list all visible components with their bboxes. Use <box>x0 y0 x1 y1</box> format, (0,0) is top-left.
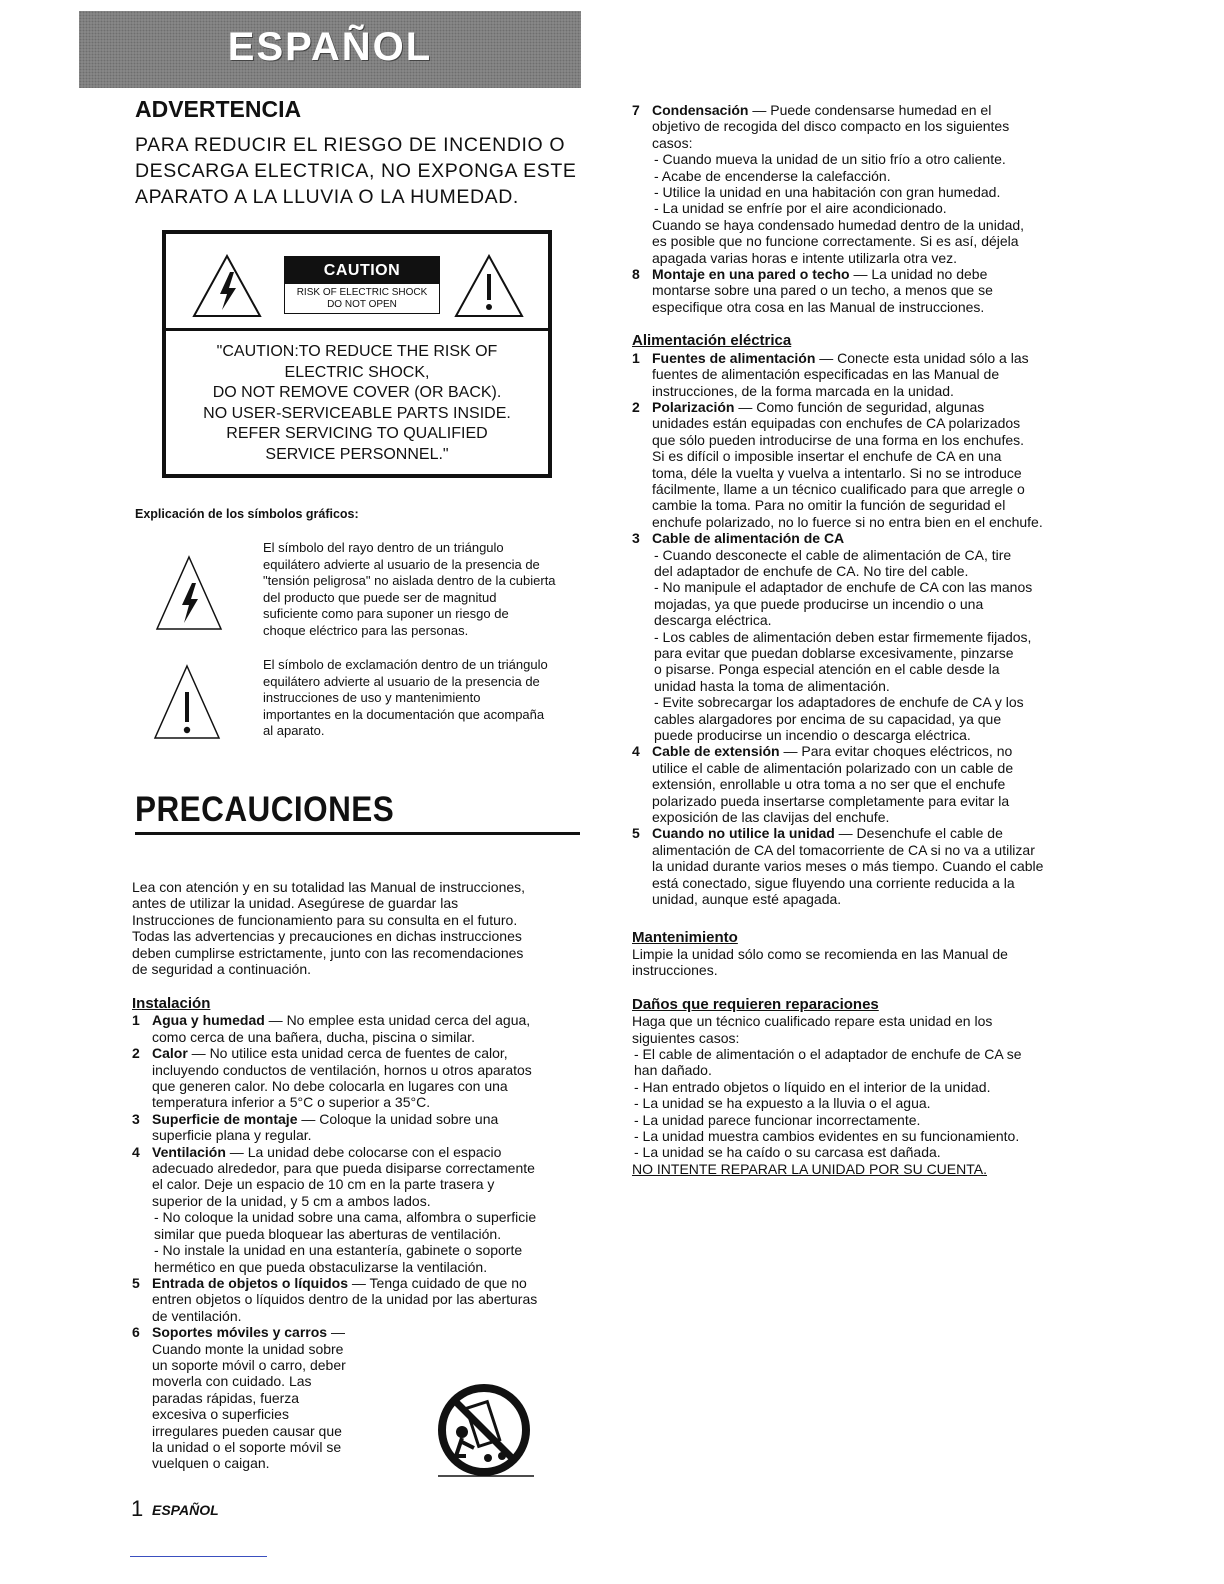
text-line: Instrucciones de funcionamiento para su consulta en el futuro. <box>132 911 518 928</box>
text-line: instrucciones. <box>632 962 718 979</box>
text-line: alimentación de CA del tomacorriente de CA si no va a utilizar <box>652 841 1035 858</box>
text-line: temperatura inferior a 5°C o superior a 35°C. <box>152 1094 431 1111</box>
text-line: — Para evitar choques eléctricos, no <box>779 743 1013 760</box>
text-line: al aparato. <box>263 723 325 739</box>
sub-line: descarga eléctrica. <box>654 612 772 629</box>
alimentacion-heading: Alimentación eléctrica <box>632 332 792 350</box>
lightning-explanation <box>263 540 580 640</box>
text-line: extensión, enrollable u otra toma a no ser que el enchufe <box>652 776 1006 793</box>
text-line: del producto que puede ser de magnitud <box>263 589 497 605</box>
caution-quote <box>166 342 548 466</box>
text-line: choque eléctrico para las personas. <box>263 622 469 638</box>
text-line: incluyendo conductos de ventilación, hornos u otros aparatos <box>152 1061 532 1078</box>
text-line: es posible que no funcione correctamente. Si es así, déjela <box>652 233 1019 250</box>
item-number: 1 <box>632 349 640 366</box>
item-title: Condensación <box>652 102 749 118</box>
advertencia-title: ADVERTENCIA <box>135 96 302 122</box>
text-line: apagada varias horas e intente utilizarla otra vez. <box>652 249 958 266</box>
item-title: Ventilación <box>152 1143 226 1160</box>
quote-line: REFER SERVICING TO QUALIFIED <box>226 425 488 443</box>
sub-line: - La unidad se ha caído o su carcasa est dañada. <box>634 1144 941 1161</box>
item-number: 3 <box>132 1110 140 1127</box>
warning-statement <box>135 132 590 210</box>
item-title: Superficie de montaje <box>152 1110 298 1127</box>
text-line: montarse sobre una pared o un techo, a menos que se <box>652 282 993 299</box>
exclamation-triangle-icon <box>153 664 221 740</box>
text-line: moverla con cuidado. Las <box>152 1373 312 1390</box>
list-item <box>132 1275 579 1324</box>
text-line: — Desenchufe el cable de <box>834 825 1003 842</box>
item-title: Calor <box>152 1045 188 1062</box>
sub-line: - Cuando desconecte el cable de alimentación de CA, tire <box>654 546 1012 563</box>
item-number: 4 <box>632 743 640 760</box>
list-item <box>132 1111 579 1144</box>
caution-label-panel <box>162 230 552 478</box>
footer-language: ESPAÑOL <box>152 1502 219 1518</box>
quote-line: SERVICE PERSONNEL." <box>265 445 449 463</box>
text-line: deben cumplirse estrictamente, junto con las recomendaciones <box>132 944 524 961</box>
right-column <box>632 102 1077 1177</box>
sub-line: - La unidad muestra cambios evidentes en su funcionamiento. <box>634 1127 1020 1144</box>
sub-line: - Cuando mueva la unidad de un sitio frío a otro caliente. <box>654 151 1006 168</box>
page-number: 1 <box>131 1496 144 1521</box>
item-title: Fuentes de alimentación <box>652 349 816 366</box>
item-number: 4 <box>132 1143 140 1160</box>
item-number: 2 <box>632 398 640 415</box>
quote-line: ELECTRIC SHOCK, <box>284 363 430 381</box>
sub-line: - Evite sobrecargar los adaptadores de enchufe de CA y los <box>654 694 1024 711</box>
text-line: antes de utilizar la unidad. Asegúrese de guardar las <box>132 895 459 912</box>
text-line: unidades están equipadas con enchufes de CA polarizados <box>652 415 1021 432</box>
list-item <box>632 743 1077 825</box>
lightning-triangle-icon <box>192 254 262 318</box>
text-line: entren objetos o líquidos dentro de la unidad por las aberturas <box>152 1291 538 1308</box>
sub-line: cables alargadores por encima de su capacidad, ya que <box>654 710 1002 727</box>
text-line: Si es difícil o imposible insertar el enchufe de CA en una <box>652 448 1002 465</box>
text-line: de ventilación. <box>152 1307 242 1324</box>
list-item <box>632 399 1077 530</box>
text-line: — Tenga cuidado de que no <box>348 1274 527 1291</box>
item-number: 7 <box>632 102 640 118</box>
text-line: que generen calor. No debe colocarla en lugares con una <box>152 1078 508 1095</box>
sub-line: para evitar que puedan doblarse excesivamente, pinzarse <box>654 645 1014 661</box>
sub-line: han dañado. <box>634 1062 712 1079</box>
item-number: 8 <box>632 266 640 283</box>
text-line: Lea con atención y en su totalidad las Manual de instrucciones, <box>132 879 526 895</box>
sub-line: - El cable de alimentación o el adaptador de enchufe de CA se <box>634 1045 1022 1062</box>
quote-line: DO NOT REMOVE COVER (OR BACK). <box>212 384 502 402</box>
text-line: vuelquen o caigan. <box>152 1455 270 1472</box>
text-line: equilátero advierte al usuario de la presencia de <box>263 673 540 689</box>
title-rule <box>135 832 580 835</box>
text-line: de seguridad a continuación. <box>132 961 312 978</box>
list-item <box>632 266 1077 315</box>
warning-line: DESCARGA ELECTRICA, NO EXPONGA ESTE <box>135 160 577 182</box>
text-line: la unidad o el soporte móvil se <box>152 1438 342 1455</box>
text-line: — Como función de seguridad, algunas <box>734 398 985 415</box>
text-line: objetivo de recogida del disco compacto en los siguientes <box>652 118 1010 135</box>
item-number: 3 <box>632 530 640 547</box>
sub-line: unidad hasta la toma de alimentación. <box>654 677 890 694</box>
text-line: enchufe polarizado, no lo fuerce si no entra bien en el enchufe. <box>652 513 1043 530</box>
text-line: — Coloque la unidad sobre una <box>297 1110 499 1127</box>
text-line: casos: <box>652 134 693 151</box>
quote-line: "CAUTION:TO REDUCE THE RISK OF <box>216 343 498 360</box>
text-line: fuentes de alimentación especificadas en las Manual de <box>652 366 1000 383</box>
warning-line: PARA REDUCIR EL RIESGO DE INCENDIO O <box>135 134 566 156</box>
text-line: — La unidad debe colocarse con el espacio <box>225 1143 502 1160</box>
sub-line: del adaptador de enchufe de CA. No tire del cable. <box>654 562 969 579</box>
text-line: fácilmente, llame a un técnico cualificado para que arregle o <box>652 480 1025 497</box>
sub-line: - No instale la unidad en una estantería, gabinete o soporte <box>154 1242 523 1259</box>
text-line: — <box>327 1324 345 1341</box>
text-line: toma, déle la vuelta y vuelva a intentarlo. Si no se introduce <box>652 464 1022 481</box>
symbols-heading: Explicación de los símbolos gráficos: <box>135 507 359 521</box>
text-line: — La unidad no debe <box>849 266 988 283</box>
sub-line: - Los cables de alimentación deben estar firmemente fijados, <box>654 628 1032 645</box>
caution-divider <box>166 328 548 331</box>
sub-line: similar que pueda bloquear las aberturas de ventilación. <box>154 1225 502 1242</box>
text-line: suficiente como para suponer un riesgo de <box>263 606 509 622</box>
item-number: 6 <box>132 1324 140 1341</box>
exclamation-explanation <box>263 657 580 740</box>
text-line: superficie plana y regular. <box>152 1127 312 1144</box>
item-title: Soportes móviles y carros <box>152 1324 328 1341</box>
sub-line: - No coloque la unidad sobre una cama, alfombra o superficie <box>154 1209 537 1226</box>
text-line: equilátero advierte al usuario de la presencia de <box>263 556 540 572</box>
do-not-open-text: DO NOT OPEN <box>327 299 397 310</box>
sub-line: - La unidad se ha expuesto a la lluvia o el agua. <box>634 1095 931 1112</box>
caution-tag-box <box>284 256 440 314</box>
text-line: Haga que un técnico cualificado repare esta unidad en los <box>632 1013 993 1030</box>
text-line: la unidad durante varios meses o más tiempo. Cuando el cable <box>652 858 1044 875</box>
item-number: 5 <box>632 825 640 842</box>
text-line: como cerca de una bañera, ducha, piscina o similar. <box>152 1028 475 1045</box>
text-line: especifique otra cosa en las Manual de instrucciones. <box>652 298 985 315</box>
list-item <box>132 1012 579 1045</box>
mantenimiento-heading: Mantenimiento <box>632 928 738 946</box>
text-line: el calor. Deje un espacio de 10 cm en la parte trasera y <box>152 1176 495 1193</box>
sub-line: - Utilice la unidad en una habitación con gran humedad. <box>654 184 1001 201</box>
text-line: excesiva o superficies <box>152 1406 289 1423</box>
text-line: cambie la toma. Para no omitir la función de seguridad el <box>652 497 1006 514</box>
item-title: Montaje en una pared o techo <box>652 266 850 283</box>
danos-heading: Daños que requieren reparaciones <box>632 995 879 1013</box>
list-item <box>132 1045 579 1111</box>
banner-title: ESPAÑOL <box>227 25 433 69</box>
text-line: El símbolo de exclamación dentro de un triángulo <box>263 657 548 672</box>
item-number: 5 <box>132 1274 140 1291</box>
item-title: Entrada de objetos o líquidos <box>152 1274 349 1291</box>
text-line: adecuado alrededor, para que pueda disiparse correctamente <box>152 1160 535 1177</box>
item-title: Polarización <box>652 398 735 415</box>
precauciones-title: PRECAUCIONES <box>135 790 395 829</box>
sub-line: - No manipule el adaptador de enchufe de CA con las manos <box>654 579 1033 596</box>
text-line: utilice el cable de alimentación polarizado con un cable de <box>652 759 1014 776</box>
text-line: paradas rápidas, fuerza <box>152 1389 300 1406</box>
item-title: Cable de extensión <box>652 743 780 760</box>
text-line: unidad, aunque esté apagada. <box>652 891 842 908</box>
text-line: exposición de las clavijas del enchufe. <box>652 809 890 826</box>
sub-line: hermético en que pueda obstaculizarse la ventilación. <box>154 1258 488 1275</box>
text-line: instrucciones, de la forma marcada en la unidad. <box>652 382 954 399</box>
item-title: Cable de alimentación de CA <box>652 530 845 547</box>
text-line: Cuando monte la unidad sobre <box>152 1340 344 1357</box>
text-line: está conectado, sigue fluyendo una corriente reducida a la <box>652 874 1015 891</box>
text-line: — Puede condensarse humedad en el <box>748 102 992 118</box>
item-number: 1 <box>132 1012 140 1029</box>
warning-line: APARATO A LA LLUVIA O LA HUMEDAD. <box>135 186 519 208</box>
text-line: importantes en la documentación que acompaña <box>263 706 545 722</box>
text-line: un soporte móvil o carro, deber <box>152 1356 346 1373</box>
text-line: instrucciones de uso y mantenimiento <box>263 690 481 706</box>
sub-line: - Han entrado objetos o líquido en el interior de la unidad. <box>634 1078 991 1095</box>
list-item <box>632 825 1077 907</box>
sub-line: - La unidad se enfríe por el aire acondicionado. <box>654 200 947 217</box>
quote-line: NO USER-SERVICEABLE PARTS INSIDE. <box>203 404 511 422</box>
item-title: Agua y humedad <box>152 1012 265 1029</box>
final-warning: NO INTENTE REPARAR LA UNIDAD POR SU CUENTA. <box>632 1160 987 1177</box>
instalacion-heading: Instalación <box>132 995 211 1012</box>
text-line: superior de la unidad, y 5 cm a ambos lados. <box>152 1192 431 1209</box>
list-item <box>132 1144 579 1275</box>
text-line: El símbolo del rayo dentro de un triángulo <box>263 540 504 555</box>
list-item <box>132 1324 382 1472</box>
sub-line: - Acabe de encenderse la calefacción. <box>654 167 891 184</box>
text-line: — No emplee esta unidad cerca del agua, <box>264 1012 531 1029</box>
text-line: Cuando se haya condensado humedad dentro de la unidad, <box>652 216 1025 233</box>
text-line: polarizado pueda insertarse completamente para evitar la <box>652 792 1010 809</box>
list-item <box>632 102 1077 266</box>
risk-text: RISK OF ELECTRIC SHOCK <box>296 287 428 298</box>
item-title: Cuando no utilice la unidad <box>652 825 835 842</box>
caution-tag: CAUTION <box>285 257 439 284</box>
text-line: "tensión peligrosa" no aislada dentro de la cubierta <box>263 573 556 589</box>
text-line: Limpie la unidad sólo como se recomienda en las Manual de <box>632 945 1008 962</box>
language-banner <box>79 11 581 88</box>
text-line: — No utilice esta unidad cerca de fuentes de calor, <box>187 1045 508 1062</box>
list-item <box>632 530 1077 743</box>
sub-line: mojadas, ya que puede producirse un incendio o una <box>654 595 984 612</box>
item-number: 2 <box>132 1045 140 1062</box>
text-line: irregulares pueden causar que <box>152 1422 342 1439</box>
cart-tip-warning-icon <box>432 1382 542 1482</box>
sub-line: puede producirse un incendio o descarga eléctrica. <box>654 727 971 744</box>
list-item <box>632 350 1077 399</box>
text-line: siguientes casos: <box>632 1029 740 1046</box>
footer-line <box>130 1556 267 1557</box>
text-line: Todas las advertencias y precauciones en dichas instrucciones <box>132 928 522 945</box>
text-line: — Conecte esta unidad sólo a las <box>815 349 1029 366</box>
lightning-triangle-icon <box>155 555 223 631</box>
precauciones-intro <box>132 879 579 977</box>
sub-line: - La unidad parece funcionar incorrectamente. <box>634 1111 921 1128</box>
text-line: que sólo pueden introducirse de una forma en los enchufes. <box>652 431 1025 448</box>
exclamation-triangle-icon <box>454 254 524 318</box>
sub-line: o pisarse. Ponga especial atención en el cable desde la <box>654 661 1000 678</box>
